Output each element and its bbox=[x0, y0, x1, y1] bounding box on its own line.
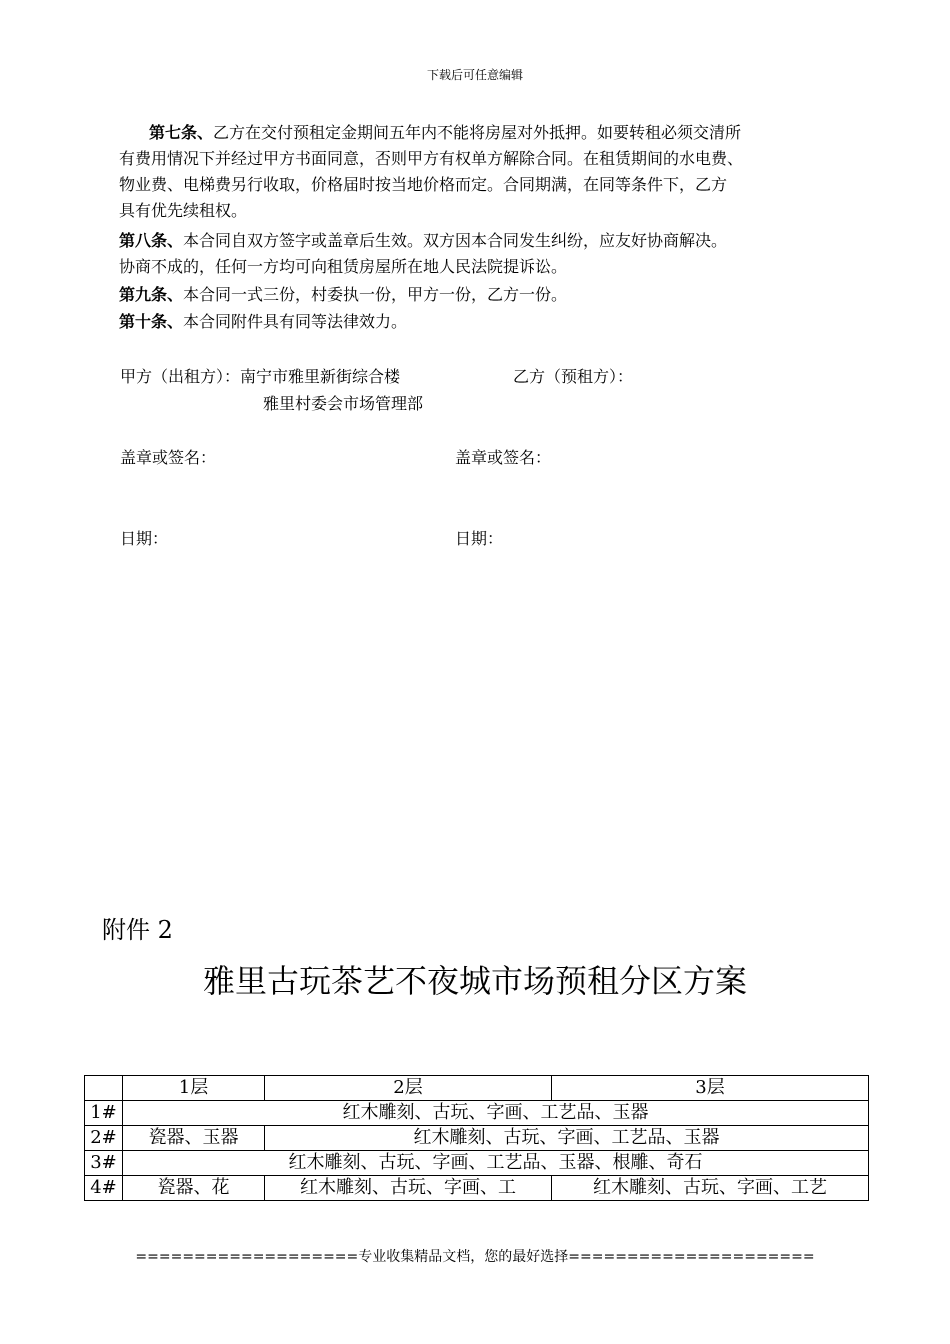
clause-7-line-1 bbox=[119, 120, 743, 146]
party-b-label: 乙方（预租方）： bbox=[513, 367, 634, 386]
clause-9 bbox=[119, 282, 567, 308]
clause-7 bbox=[119, 120, 743, 224]
row-cell-all-floors: 红木雕刻、古玩、字画、工艺品、玉器 bbox=[123, 1101, 869, 1126]
clause-10-title: 第十条、 bbox=[119, 312, 184, 331]
table-row bbox=[85, 1101, 869, 1126]
annex-label: 附件 2 bbox=[102, 916, 173, 944]
row-cell-all-floors: 红木雕刻、古玩、字画、工艺品、玉器、根雕、奇石 bbox=[123, 1151, 869, 1176]
clause-7-line-3: 物业费、电梯费另行收取，价格届时按当地价格而定。合同期满，在同等条件下，乙方 bbox=[119, 175, 728, 194]
header-cell-floor-1: 1层 bbox=[123, 1076, 265, 1101]
row-cell-floors-2-3: 红木雕刻、古玩、字画、工艺品、玉器 bbox=[265, 1126, 869, 1151]
row-id: 1# bbox=[85, 1101, 123, 1126]
row-id: 4# bbox=[85, 1176, 123, 1201]
row-cell-floor-1: 瓷器、花 bbox=[123, 1176, 265, 1201]
clause-7-text-1: 乙方在交付预租定金期间五年内不能将房屋对外抵押。如要转租必须交清所 bbox=[213, 123, 742, 142]
party-a-seal-label: 盖章或签名： bbox=[120, 448, 217, 467]
clause-9-title: 第九条、 bbox=[119, 285, 184, 304]
table-header-row bbox=[85, 1076, 869, 1101]
row-id: 2# bbox=[85, 1126, 123, 1151]
clause-8 bbox=[119, 228, 727, 280]
table-row bbox=[85, 1126, 869, 1151]
clause-8-line-2: 协商不成的，任何一方均可向租赁房屋所在地人民法院提诉讼。 bbox=[119, 257, 568, 276]
party-b-date-label: 日期： bbox=[455, 529, 504, 548]
row-cell-floor-1: 瓷器、玉器 bbox=[123, 1126, 265, 1151]
row-cell-floor-2: 红木雕刻、古玩、字画、工 bbox=[265, 1176, 552, 1201]
clause-8-line-1 bbox=[119, 228, 727, 254]
party-a-line-2: 雅里村委会市场管理部 bbox=[263, 394, 424, 413]
clause-7-title: 第七条、 bbox=[149, 123, 214, 142]
clause-9-text-1: 本合同一式三份，村委执一份，甲方一份，乙方一份。 bbox=[183, 285, 568, 304]
row-cell-floor-3: 红木雕刻、古玩、字画、工艺 bbox=[552, 1176, 869, 1201]
party-a-date-label: 日期： bbox=[120, 529, 169, 548]
clause-7-line-4: 具有优先续租权。 bbox=[119, 201, 248, 220]
party-b-seal-label: 盖章或签名： bbox=[455, 448, 552, 467]
clause-10 bbox=[119, 309, 407, 335]
table-row bbox=[85, 1151, 869, 1176]
header-cell-floor-3: 3层 bbox=[552, 1076, 869, 1101]
clause-9-line-1 bbox=[119, 282, 567, 308]
table-row bbox=[85, 1176, 869, 1201]
clause-8-text-1: 本合同自双方签字或盖章后生效。双方因本合同发生纠纷，应友好协商解决。 bbox=[183, 231, 728, 250]
clause-10-line-1 bbox=[119, 309, 407, 335]
annex-title: 雅里古玩茶艺不夜城市场预租分区方案 bbox=[202, 962, 747, 1000]
page-header: 下载后可任意编辑 bbox=[426, 68, 523, 82]
row-id: 3# bbox=[85, 1151, 123, 1176]
header-cell-floor-2: 2层 bbox=[265, 1076, 552, 1101]
zone-table bbox=[84, 1075, 869, 1201]
clause-10-text-1: 本合同附件具有同等法律效力。 bbox=[183, 312, 408, 331]
page-footer: ===================专业收集精品文档，您的最好选择===================== bbox=[135, 1249, 815, 1265]
party-a-label: 甲方（出租方）：南宁市雅里新街综合楼 bbox=[120, 367, 401, 386]
clause-7-line-2: 有费用情况下并经过甲方书面同意，否则甲方有权单方解除合同。在租赁期间的水电费、 bbox=[119, 149, 744, 168]
clause-8-title: 第八条、 bbox=[119, 231, 184, 250]
header-cell-blank bbox=[85, 1076, 123, 1101]
